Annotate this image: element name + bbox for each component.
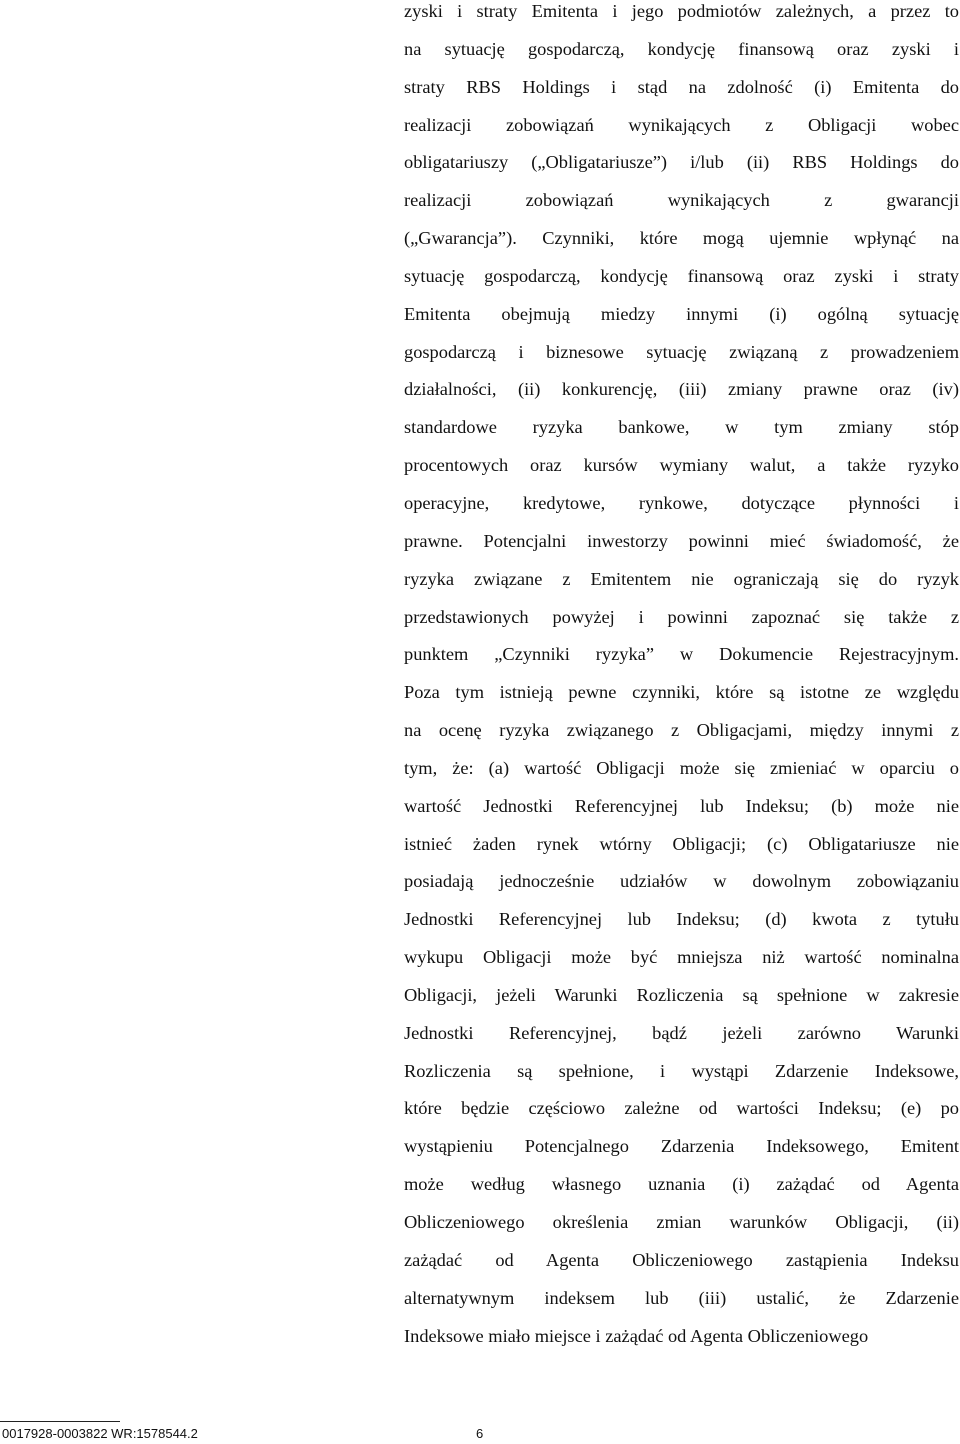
text-line-34: zażądać od Agenta Obliczeniowego zastąpienia Indeksu xyxy=(404,1249,959,1270)
text-line-8: sytuację gospodarczą, kondycję finansową oraz zyski i straty xyxy=(404,265,959,286)
text-line-18: punktem „Czynniki ryzyka” w Dokumencie Rejestracyjnym. xyxy=(404,644,959,665)
text-line-32: może według własnego uznania (i) zażądać od Agenta xyxy=(404,1174,959,1195)
page-number: 6 xyxy=(476,1426,484,1441)
text-line-28: Jednostki Referencyjnej, bądź jeżeli zarówno Warunki xyxy=(404,1022,959,1043)
footer-rule xyxy=(0,1421,120,1422)
document-reference-id: 0017928-0003822 WR:1578544.2 xyxy=(2,1426,198,1441)
text-line-6: realizacji zobowiązań wynikających z gwarancji xyxy=(404,190,959,211)
text-line-22: wartość Jednostki Referencyjnej lub Indeksu; (b) może nie xyxy=(404,795,959,816)
text-line-2: na sytuację gospodarczą, kondycję finansową oraz zyski i xyxy=(404,38,959,59)
text-line-13: procentowych oraz kursów wymiany walut, a także ryzyko xyxy=(404,455,959,476)
text-line-11: działalności, (ii) konkurencję, (iii) zmiany prawne oraz (iv) xyxy=(404,379,959,400)
text-line-21: tym, że: (a) wartość Obligacji może się zmieniać w oparciu o xyxy=(404,757,959,778)
page-footer xyxy=(0,1424,960,1444)
text-line-19: Poza tym istnieją pewne czynniki, które są istotne ze względu xyxy=(404,682,959,703)
text-line-33: Obliczeniowego określenia zmian warunków Obligacji, (ii) xyxy=(404,1212,959,1232)
body-paragraph xyxy=(404,0,959,1355)
text-line-24: posiadają jednocześnie udziałów w dowolnym zobowiązaniu xyxy=(404,871,959,892)
text-line-35: alternatywnym indeksem lub (iii) ustalić, że Zdarzenie xyxy=(404,1287,959,1308)
text-line-9: Emitenta obejmują miedzy innymi (i) ogólną sytuację xyxy=(404,303,959,324)
text-line-5: obligatariuszy („Obligatariusze”) i/lub (ii) RBS Holdings do xyxy=(404,152,959,173)
text-line-23: istnieć żaden rynek wtórny Obligacji; (c) Obligatariusze nie xyxy=(404,833,959,854)
text-line-10: gospodarczą i biznesowe sytuację związaną z prowadzeniem xyxy=(404,341,959,362)
text-line-29: Rozliczenia są spełnione, i wystąpi Zdarzenie Indeksowe, xyxy=(404,1060,959,1081)
text-line-14: operacyjne, kredytowe, rynkowe, dotyczące płynności i xyxy=(404,492,959,513)
text-line-25: Jednostki Referencyjnej lub Indeksu; (d) kwota z tytułu xyxy=(404,909,959,930)
text-line-17: przedstawionych powyżej i powinni zapoznać się także z xyxy=(404,606,959,627)
text-line-20: na ocenę ryzyka związanego z Obligacjami, między innymi z xyxy=(404,720,959,741)
text-line-36: Indeksowe miało miejsce i zażądać od Agenta Obliczeniowego xyxy=(404,1325,869,1346)
text-line-26: wykupu Obligacji może być mniejsza niż wartość nominalna xyxy=(404,947,959,968)
text-line-31: wystąpieniu Potencjalnego Zdarzenia Indeksowego, Emitent xyxy=(404,1136,959,1157)
text-line-16: ryzyka związane z Emitentem nie ograniczają się do ryzyk xyxy=(404,568,959,589)
text-line-30: które będzie częściowo zależne od wartości Indeksu; (e) po xyxy=(404,1098,959,1119)
text-line-15: prawne. Potencjalni inwestorzy powinni mieć świadomość, że xyxy=(404,530,959,551)
text-line-27: Obligacji, jeżeli Warunki Rozliczenia są spełnione w zakresie xyxy=(404,984,959,1005)
text-line-7: („Gwarancja”). Czynniki, które mogą ujemnie wpłynąć na xyxy=(404,228,959,249)
text-line-4: realizacji zobowiązań wynikających z Obligacji wobec xyxy=(404,114,959,135)
text-line-12: standardowe ryzyka bankowe, w tym zmiany stóp xyxy=(404,417,959,438)
text-line-3: straty RBS Holdings i stąd na zdolność (i) Emitenta do xyxy=(404,76,959,97)
text-line-1: zyski i straty Emitenta i jego podmiotów zależnych, a przez to xyxy=(404,1,959,21)
